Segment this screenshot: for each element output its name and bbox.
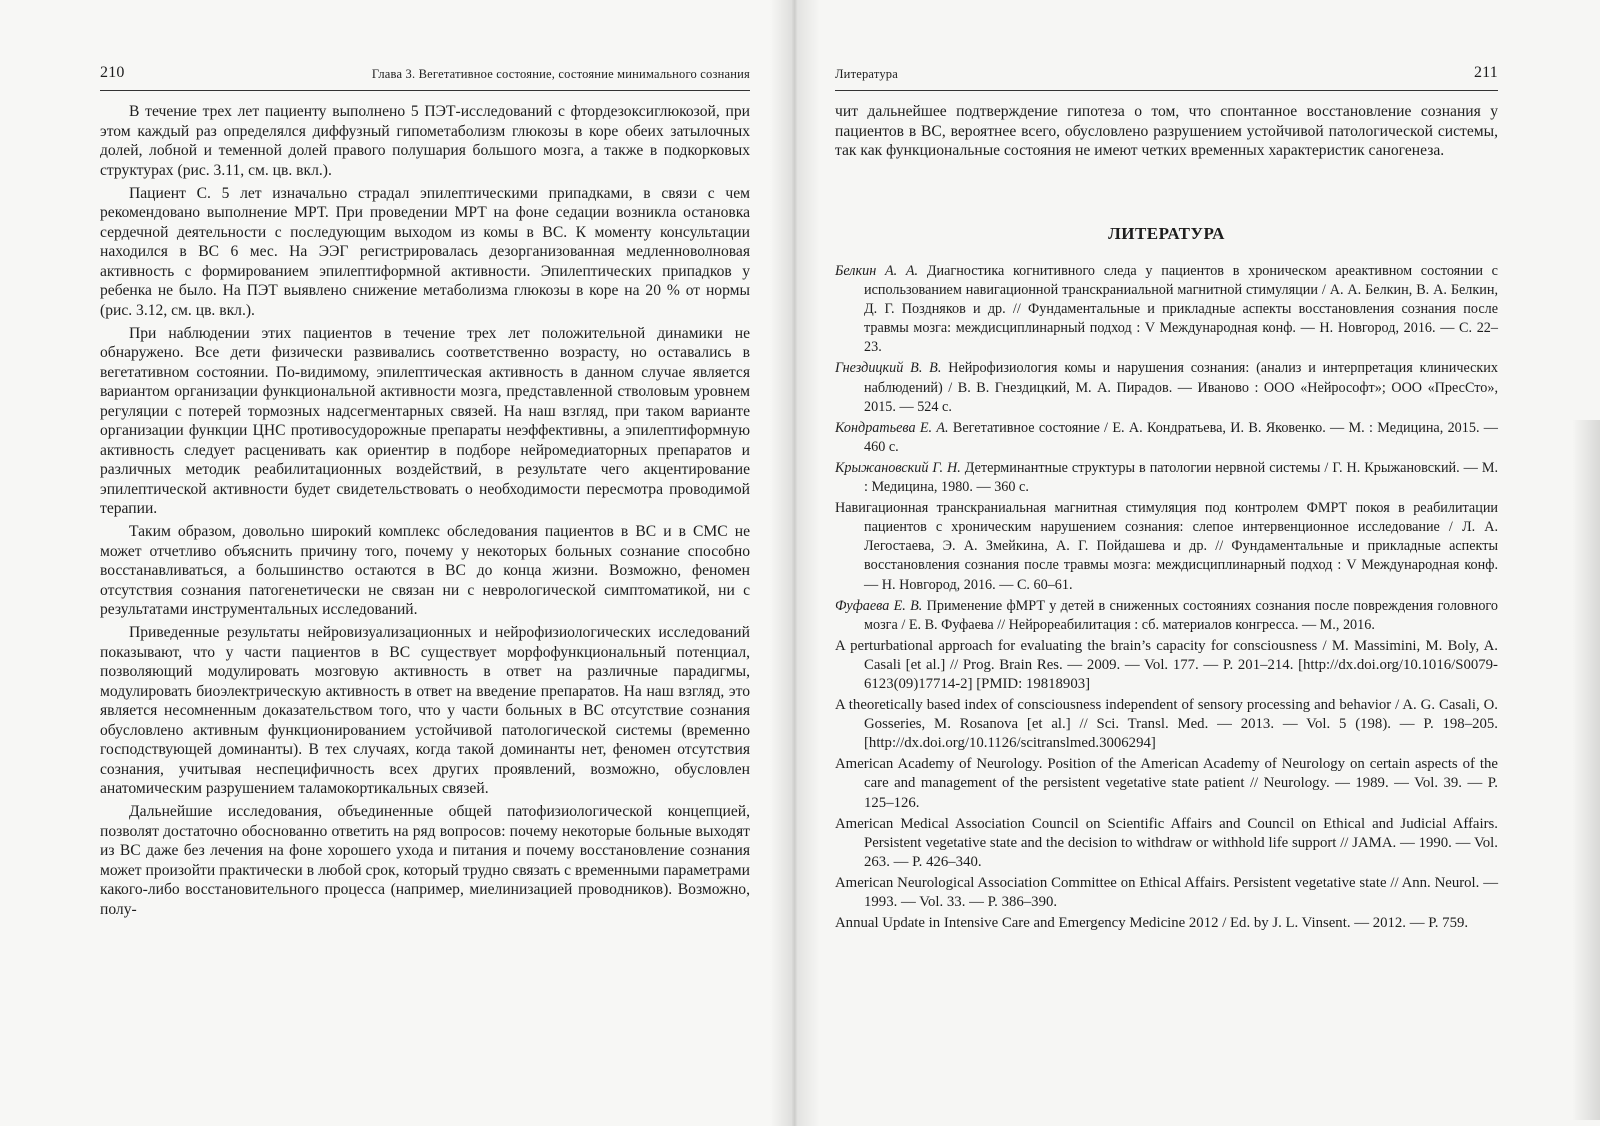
paragraph: Дальнейшие исследования, объединенные общей патофизиологической концепцией, позволят достаточно обоснованно ответить на ряд вопросов: почему некоторые больные выходят из ВС даже без лечения на фоне хорошего ухода и питания и почему восстановление сознания может произойти практически в любой срок, который трудно связать с временными параметрами какого-либо восстановительного процесса (например, миелинизацией проводников). Возможно, полу- — [100, 803, 750, 918]
reference-list — [835, 262, 1498, 935]
page-edge-shadow — [1572, 420, 1600, 1120]
left-running-header — [100, 64, 750, 91]
reference-item — [835, 755, 1498, 812]
reference-author: Крыжановский Г. Н. — [835, 459, 961, 476]
section-heading: ЛИТЕРАТУРА — [1108, 224, 1225, 243]
reference-item — [835, 815, 1498, 872]
paragraph: В течение трех лет пациенту выполнено 5 ПЭТ-исследований с фтордезоксиглюкозой, при этом каждый раз определялся диффузный гипометаболизм глюкозы в коре обеих затылочных долей, лобной и теменной долей правого полушария большого мозга, а также в подкорковых структурах (рис. 3.11, см. цв. вкл.). — [100, 103, 750, 179]
reference-text: American Medical Association Council on Scientific Affairs and Council on Ethical and Judicial Affairs. Persistent vegetative state and the decision to withdraw or withhold life support // JAMA. — 1990. — Vol. 263. — P. 426–340. — [835, 815, 1498, 870]
reference-text: Навигационная транскраниальная магнитная стимуляция под контролем ФМРТ покоя в реабилитации пациентов с хроническим нарушением сознания: слепое интервенционное исследование / Л. А. Легостаева, Э. А. Змейкина, А. Г. Пойдашева и др. // Фундаментальные и прикладные аспекты восстановления сознания после травмы мозга: междисциплинарный подход : V Международная конф. — Н. Новгород, 2016. — С. 60–61. — [835, 500, 1498, 593]
reference-item — [835, 419, 1498, 457]
reference-item — [835, 597, 1498, 635]
reference-text: Нейрофизиология комы и нарушения сознания: (анализ и интерпретация клинических наблюдений) / В. В. Гнездицкий, М. А. Пирадов. — Иваново : ООО «Нейрософт»; ООО «ПресСто», 2015. — 524 с. — [864, 360, 1498, 415]
reference-text: American Neurological Association Committee on Ethical Affairs. Persistent vegetative state // Ann. Neurol. — 1993. — Vol. 33. — P. 386–390. — [835, 874, 1498, 910]
left-page — [0, 0, 792, 1126]
reference-text: Диагностика когнитивного следа у пациентов в хроническом ареактивном состоянии с использованием навигационной транскраниальной магнитной стимуляции / А. А. Белкин, В. А. Белкин, Д. Г. Поздняков и др. // Фундаментальные и прикладные аспекты восстановления сознания после травмы мозга: междисциплинарный подход : V Международная конф. — Н. Новгород, 2016. — С. 22–23. — [864, 263, 1498, 356]
paragraph: Приведенные результаты нейровизуализационных и нейрофизиологических исследований показывают, что у части пациентов в ВС существует морфофункциональный потенциал, позволяющий модулировать мозговую активность в ответ на различные парадигмы, модулировать биоэлектрическую активность в ответ на введение препаратов. На наш взгляд, это является несомненным доказательством того, что у части больных в ВС отсутствие сознания обусловлено активным функционированием устойчивой патологической системы (временно господствующей доминанты). В тех случаях, когда такой доминанты нет, феномен отсутствия сознания, учитывая неспецифичность всех других проявлений, возможно, обусловлен анатомическим разрушением таламокортикальных связей. — [100, 624, 750, 797]
reference-author: Кондратьева Е. А. — [835, 419, 949, 436]
book-gutter — [770, 0, 820, 1126]
reference-item — [835, 696, 1498, 753]
reference-item — [835, 359, 1498, 416]
running-head-title: Литература — [835, 67, 898, 81]
right-page — [795, 0, 1600, 1126]
paragraph: Пациент С. 5 лет изначально страдал эпилептическими припадками, в связи с чем рекомендовано выполнение МРТ. При проведении МРТ на фоне седации возникла остановка сердечной деятельности с последующим выходом из комы в ВС. К моменту консультации находился в ВС 6 мес. На ЭЭГ регистрировалась дезорганизованная медленноволновая активность с формированием эпилептиформной активности. Эпилептических припадков у ребенка не было. На ПЭТ выявлено снижение метаболизма глюкозы в коре на 20 % от нормы (рис. 3.12, см. цв. вкл.). — [100, 184, 750, 319]
paragraph: При наблюдении этих пациентов в течение трех лет положительной динамики не обнаружено. Все дети физически развивались соответственно возрасту, но оставались в вегетативном состоянии. По-видимому, эпилептическая активность в данном случае является вариантом организации функциональной активности мозга, представленной стволовым уровнем регуляции с потерей тормозных надсегментарных связей. На наш взгляд, при таком варианте организации функции ЦНС противосудорожные препараты неэффективны, а эпилептиформную активность следует расценивать как ориентир в подборе нейромедиаторных препаратов и различных методик реабилитационных воздействий, в результате чего акцентирование эпилептической активности будет свидетельствовать о необходимости пересмотра проводимой терапии. — [100, 324, 750, 517]
reference-item — [835, 914, 1498, 933]
reference-author: Белкин А. А. — [835, 263, 919, 279]
continuation-text — [835, 102, 1498, 164]
reference-item — [835, 874, 1498, 912]
right-running-header — [835, 64, 1498, 91]
page-number: 211 — [1473, 64, 1498, 81]
reference-text: A perturbational approach for evaluating the brain’s capacity for consciousness / M. Massimini, M. Boly, A. Casali [et al.] // Prog. Brain Res. — 2009. — Vol. 177. — P. 201–214. [http://dx.doi.org/10.1016/S0079-6123(09)17714-2] [PMID: 19818903] — [835, 637, 1498, 692]
reference-item — [835, 637, 1498, 694]
reference-text: Annual Update in Intensive Care and Emergency Medicine 2012 / Ed. by J. L. Vinsent. — 2012. — P. 759. — [835, 915, 1469, 932]
reference-author: Фуфаева Е. В. — [835, 597, 923, 614]
reference-text: American Academy of Neurology. Position of the American Academy of Neurology on certain aspects of the care and management of the persistent vegetative state patient // Neurology. — 1989. — Vol. 39. — P. 125–126. — [835, 756, 1498, 811]
reference-author: Гнездицкий В. В. — [835, 360, 942, 377]
reference-item — [835, 262, 1498, 357]
page-number: 210 — [100, 64, 125, 81]
running-head-title: Глава 3. Вегетативное состояние, состояние минимального сознания — [371, 67, 750, 81]
paragraph: Таким образом, довольно широкий комплекс обследования пациентов в ВС и в СМС не может отчетливо объяснить причину того, почему у некоторых больных сознание способно восстанавливаться, а большинство остаются в ВС до конца жизни. Возможно, феномен отсутствия сознания патогенетически не связан ни с неврологической симптоматикой, ни с результатами инструментальных исследований. — [100, 523, 750, 618]
reference-text: A theoretically based index of consciousness independent of sensory processing and behavior / A. G. Casali, O. Gosseries, M. Rosanova [et al.] // Sci. Transl. Med. — 2013. — Vol. 5 (198). — P. 198–205. [http://dx.doi.org/10.1126/scitranslmed.3006294] — [835, 697, 1498, 752]
left-body-text — [100, 102, 750, 923]
reference-text: Вегетативное состояние / Е. А. Кондратьева, И. В. Яковенко. — М. : Медицина, 2015. — 460 с. — [864, 419, 1498, 455]
reference-item — [835, 459, 1498, 497]
reference-text: Применение фМРТ у детей в сниженных состояниях сознания после повреждения головного мозга / Е. В. Фуфаева // Нейрореабилитация : сб. материалов конгресса. — М., 2016. — [864, 597, 1498, 633]
reference-text: Детерминантные структуры в патологии нервной системы / Г. Н. Крыжановский. — М. : Медицина, 1980. — 360 с. — [864, 459, 1498, 496]
paragraph: чит дальнейшее подтверждение гипотеза о том, что спонтанное восстановление сознания у пациентов в ВС, вероятнее всего, обусловлено разрушением устойчивой патологической системы, так как функциональные состояния не имеют четких временных характеристик саногенеза. — [835, 103, 1498, 159]
reference-item — [835, 499, 1498, 594]
